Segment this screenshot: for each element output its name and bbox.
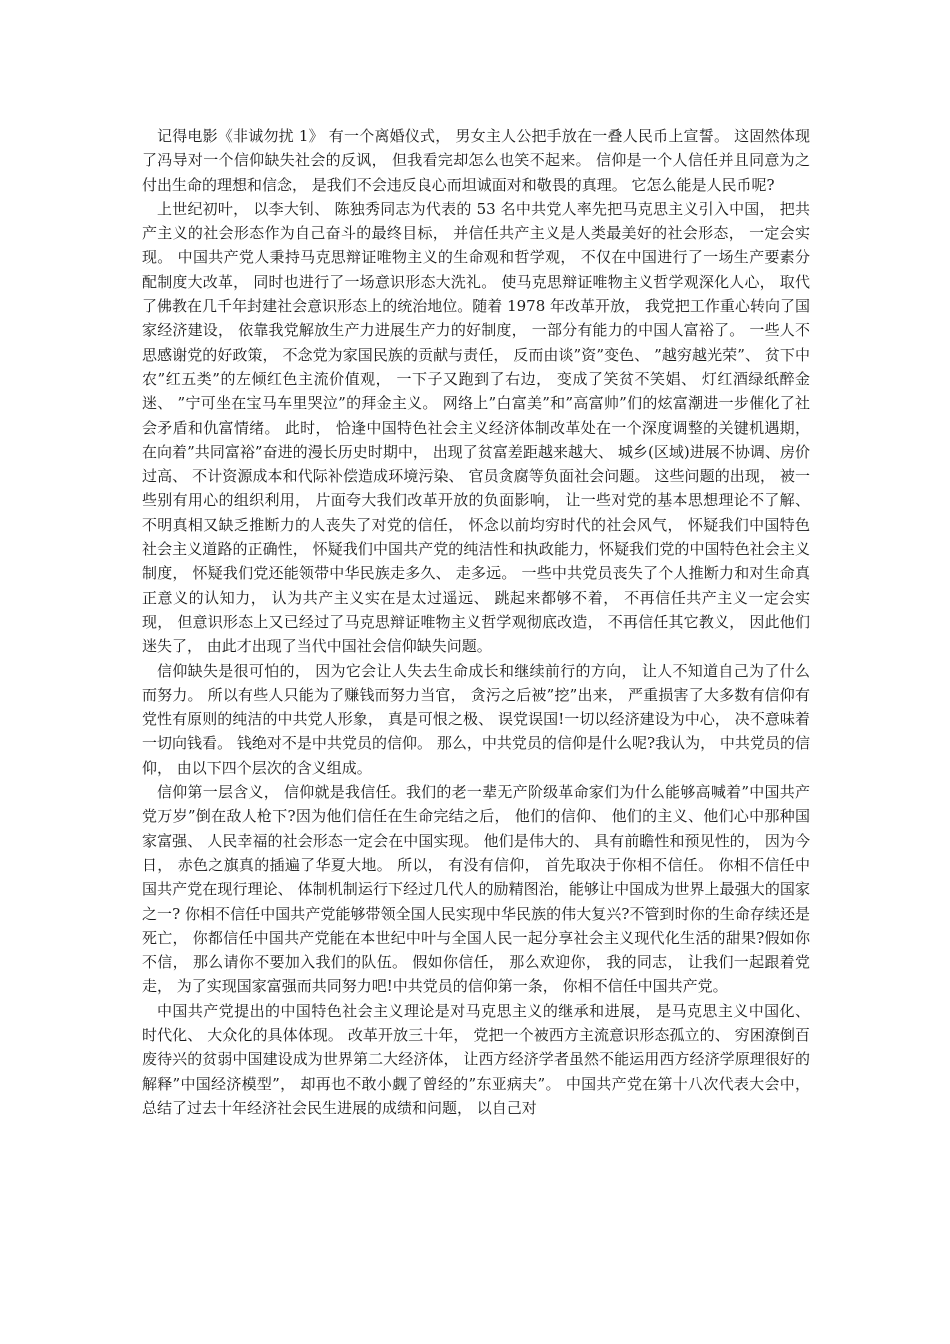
paragraph-history: 上世纪初叶， 以李大钊、 陈独秀同志为代表的 53 名中共党人率先把马克思主义引入中国， 把共产主义的社会形态作为自己奋斗的最终目标， 并信任共产主义是人类最美好的社会形态， 一定会实现。 中国共产党人秉持马克思辩证唯物主义的生命观和哲学观， 不仅在中国进行了一场生产要素分配制度大改革， 同时也进行了一场意识形态大洗礼。 使马克思辩证唯物主义哲学观深化人心， 取代了佛教在几千年封建社会意识形态上的统治地位。随着 1978 年改革开放， 我党把工作重心转向了国家经济建设， 依靠我党解放生产力进展生产力的好制度， 一部分有能力的中国人富裕了。 一些人不思感谢党的好政策， 不念党为家国民族的贡献与责任， 反而由谈”资”变色、 ”越穷越光荣”、 贫下中农”红五类”的左倾红色主流价值观， 一下子又跑到了右边， 变成了笑贫不笑娼、 灯红酒绿纸醉金迷、 ”宁可坐在宝马车里哭泣”的拜金主义。 网络上”白富美”和”高富帅”们的炫富潮进一步催化了社会矛盾和仇富情绪。 此时， 恰逢中国特色社会主义经济体制改革处在一个深度调整的关键机遇期， 在向着”共同富裕”奋进的漫长历史时期中， 出现了贫富差距越来越大、 城乡(区域)进展不协调、房价过高、 不计资源成本和代际补偿造成环境污染、 官员贪腐等负面社会问题。 这些问题的出现， 被一些别有用心的组织利用， 片面夸大我们改革开放的负面影响， 让一些对党的基本思想理论不了解、 不明真相又缺乏推断力的人丧失了对党的信任， 怀念以前均穷时代的社会风气， 怀疑我们中国特色社会主义道路的正确性， 怀疑我们中国共产党的纯洁性和执政能力，怀疑我们党的中国特色社会主义制度， 怀疑我们党还能领带中华民族走多久、 走多远。 一些中共党员丧失了个人推断力和对生命真正意义的认知力， 认为共产主义实在是太过遥远、 跳起来都够不着， 不再信任共产主义一定会实现， 但意识形态上又已经过了马克思辩证唯物主义哲学观彻底改造， 不再信任其它教义， 因此他们迷失了， 由此才出现了当代中国社会信仰缺失问题。	[142, 199, 810, 656]
paragraph-belief-loss: 信仰缺失是很可怕的， 因为它会让人失去生命成长和继续前行的方向， 让人不知道自己为了什么而努力。 所以有些人只能为了赚钱而努力当官， 贪污之后被”挖”出来， 严重损害了大多数有信仰有党性有原则的纯洁的中共党人形象， 真是可恨之极、 误党误国!一切以经济建设为中心， 决不意味着一切向钱看。 钱绝对不是中共党员的信仰。 那么，中共党员的信仰是什么呢?我认为， 中共党员的信仰， 由以下四个层次的含义组成。	[142, 661, 810, 777]
paragraph-belief-first-meaning: 信仰第一层含义， 信仰就是我信任。我们的老一辈无产阶级革命家们为什么能够高喊着”中国共产党万岁”倒在敌人枪下?因为他们信任在生命完结之后， 他们的信仰、 他们的主义、他们心中那种国家富强、 人民幸福的社会形态一定会在中国实现。 他们是伟大的、 具有前瞻性和预见性的， 因为今日， 赤色之旗真的插遍了华夏大地。 所以， 有没有信仰， 首先取决于你相不信任。 你相不信任中国共产党在现行理论、 体制机制运行下经过几代人的励精图治，能够让中国成为世界上最强大的国家之一? 你相不信任中国共产党能够带领全国人民实现中华民族的伟大复兴?不管到时你的生命存续还是死亡， 你都信任中国共产党能在本世纪中叶与全国人民一起分享社会主义现代化生活的甜果?假如你不信， 那么请你不要加入我们的队伍。 假如你信任， 那么欢迎你， 我的同志， 让我们一起跟着党走， 为了实现国家富强而共同努力吧!中共党员的信仰第一条， 你相不信任中国共产党。	[142, 783, 810, 996]
paragraph-intro: 记得电影《非诚勿扰 1》 有一个离婚仪式， 男女主人公把手放在一叠人民币上宣誓。 这固然体现了冯导对一个信仰缺失社会的反讽， 但我看完却怎么也笑不起来。 信仰是一个人信任并且同意为之付出生命的理想和信念， 是我们不会违反良心而坦诚面对和敬畏的真理。 它怎么能是人民币呢?	[142, 127, 810, 194]
document-page	[142, 124, 810, 1120]
paragraph-socialism-theory: 中国共产党提出的中国特色社会主义理论是对马克思主义的继承和进展， 是马克思主义中国化、 时代化、 大众化的具体体现。 改革开放三十年， 党把一个被西方主流意识形态孤立的、 穷困潦倒百废待兴的贫弱中国建设成为世界第二大经济体， 让西方经济学者虽然不能运用西方经济学原理很好的解释”中国经济模型”， 却再也不敢小觑了曾经的”东亚病夫”。 中国共产党在第十八次代表大会中， 总结了过去十年经济社会民生进展的成绩和问题， 以自己对	[142, 1001, 810, 1117]
